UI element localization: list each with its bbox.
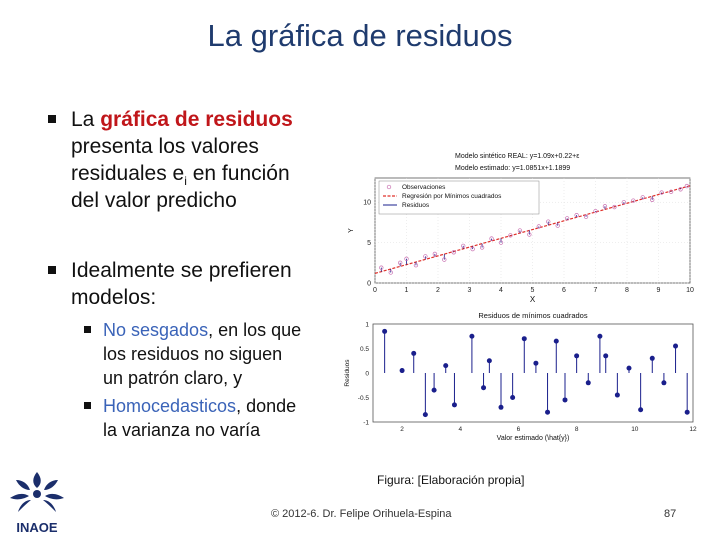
y-tick-label: 0.5: [359, 346, 369, 353]
residual-point: [469, 334, 474, 339]
y-axis-label: Residuos: [344, 359, 351, 387]
residual-point: [627, 366, 632, 371]
sub-bullet-2-line-2: la varianza no varía: [103, 420, 261, 440]
residual-point: [586, 380, 591, 385]
regression-chart: [345, 140, 705, 310]
y-tick-label: 1: [365, 321, 369, 329]
x-axis-label: X: [529, 295, 536, 304]
x-tick-label: 7: [593, 287, 598, 294]
x-tick-label: 0: [373, 287, 377, 294]
residual-point: [685, 410, 690, 415]
x-tick-label: 8: [625, 287, 629, 294]
x-axis-label: Valor estimado (\hat{y}): [496, 435, 570, 442]
residual-point: [615, 393, 620, 398]
sub-bullet-square-icon: [84, 402, 91, 409]
legend-label: Observaciones: [402, 184, 446, 191]
x-tick-label: 4: [458, 426, 463, 433]
bullet-square-icon: [48, 115, 56, 123]
legend-label: Residuos: [402, 202, 430, 209]
bullet-1-line-4: del valor predicho: [71, 189, 237, 212]
bullet-2-line-1: Idealmente se prefieren: [71, 259, 292, 282]
y-tick-label: 0: [365, 370, 369, 378]
residual-point: [574, 353, 579, 358]
x-tick-label: 3: [467, 287, 472, 294]
page-number: 87: [664, 508, 677, 520]
figure-caption: Figura: [Elaboración propia]: [377, 473, 525, 487]
annotation-real-model: Modelo sintético REAL: y=1.09x+0.22+ε: [455, 153, 580, 160]
residual-point: [545, 410, 550, 415]
x-tick-label: 10: [631, 426, 639, 433]
bullet-square-icon: [48, 266, 56, 274]
residual-chart: [335, 308, 705, 448]
residual-point: [650, 356, 655, 361]
residual-point: [423, 412, 428, 417]
residual-point: [432, 388, 437, 393]
y-tick-label: -1: [363, 419, 369, 427]
residual-point: [443, 363, 448, 368]
residual-point: [603, 353, 608, 358]
residual-point: [411, 351, 416, 356]
bullet-1-line-2: presenta los valores: [71, 135, 259, 158]
residual-point: [597, 334, 602, 339]
x-tick-label: 6: [516, 426, 521, 433]
footer-copyright: © 2012-6. Dr. Felipe Orihuela-Espina: [271, 508, 452, 520]
residual-point: [554, 339, 559, 344]
residual-point: [638, 407, 643, 412]
annotation-estimated-model: Modelo estimado: y=1.0851x+1.1899: [455, 165, 571, 172]
residual-point: [533, 361, 538, 366]
residual-point: [563, 397, 568, 402]
y-tick-label: 10: [363, 199, 371, 207]
chart-legend: [379, 181, 539, 214]
x-tick-label: 4: [499, 287, 503, 294]
y-tick-label: 0: [367, 280, 371, 288]
residual-point: [673, 344, 678, 349]
residual-point: [522, 336, 527, 341]
bullet-1-line-3: residuales $e_i$ en función: [71, 162, 290, 189]
residual-chart-title: Residuos de mínimos cuadrados: [478, 311, 588, 320]
plot-frame: [373, 324, 693, 422]
y-axis-label: Y: [348, 228, 355, 233]
y-tick-label: 5: [367, 240, 371, 248]
x-tick-label: 9: [656, 287, 661, 294]
x-tick-label: 2: [436, 287, 440, 294]
residual-point: [400, 368, 405, 373]
residual-point: [499, 405, 504, 410]
sub-bullet-square-icon: [84, 326, 91, 333]
legend-label: Regresión por Mínimos cuadrados: [402, 193, 502, 200]
residual-point: [661, 380, 666, 385]
bullet-1-line-1: La gráfica de residuos: [71, 108, 293, 131]
residual-point: [452, 402, 457, 407]
residual-point: [382, 329, 387, 334]
slide-title: La gráfica de residuos: [207, 18, 513, 53]
x-tick-label: 10: [686, 287, 694, 294]
x-tick-label: 6: [562, 287, 566, 294]
sub-bullet-1-line-2: los residuos no siguen: [103, 344, 283, 364]
x-tick-label: 8: [574, 426, 579, 433]
sub-bullet-1-line-3: un patrón claro, y: [103, 368, 243, 388]
residual-point: [481, 385, 486, 390]
inaoe-logo: [2, 466, 72, 538]
bullet-2-line-2: modelos:: [71, 286, 157, 309]
x-tick-label: 2: [400, 426, 404, 433]
logo-text: INAOE: [16, 520, 58, 535]
x-tick-label: 12: [689, 426, 697, 433]
y-tick-label: -0.5: [357, 395, 369, 402]
sub-bullet-2-line-1: Homocedasticos, donde: [103, 396, 297, 416]
x-tick-label: 1: [404, 287, 409, 294]
x-tick-label: 5: [530, 287, 535, 294]
residual-point: [487, 358, 492, 363]
sub-bullet-1-line-1: No sesgados, en los que: [103, 320, 302, 340]
residual-point: [510, 395, 515, 400]
